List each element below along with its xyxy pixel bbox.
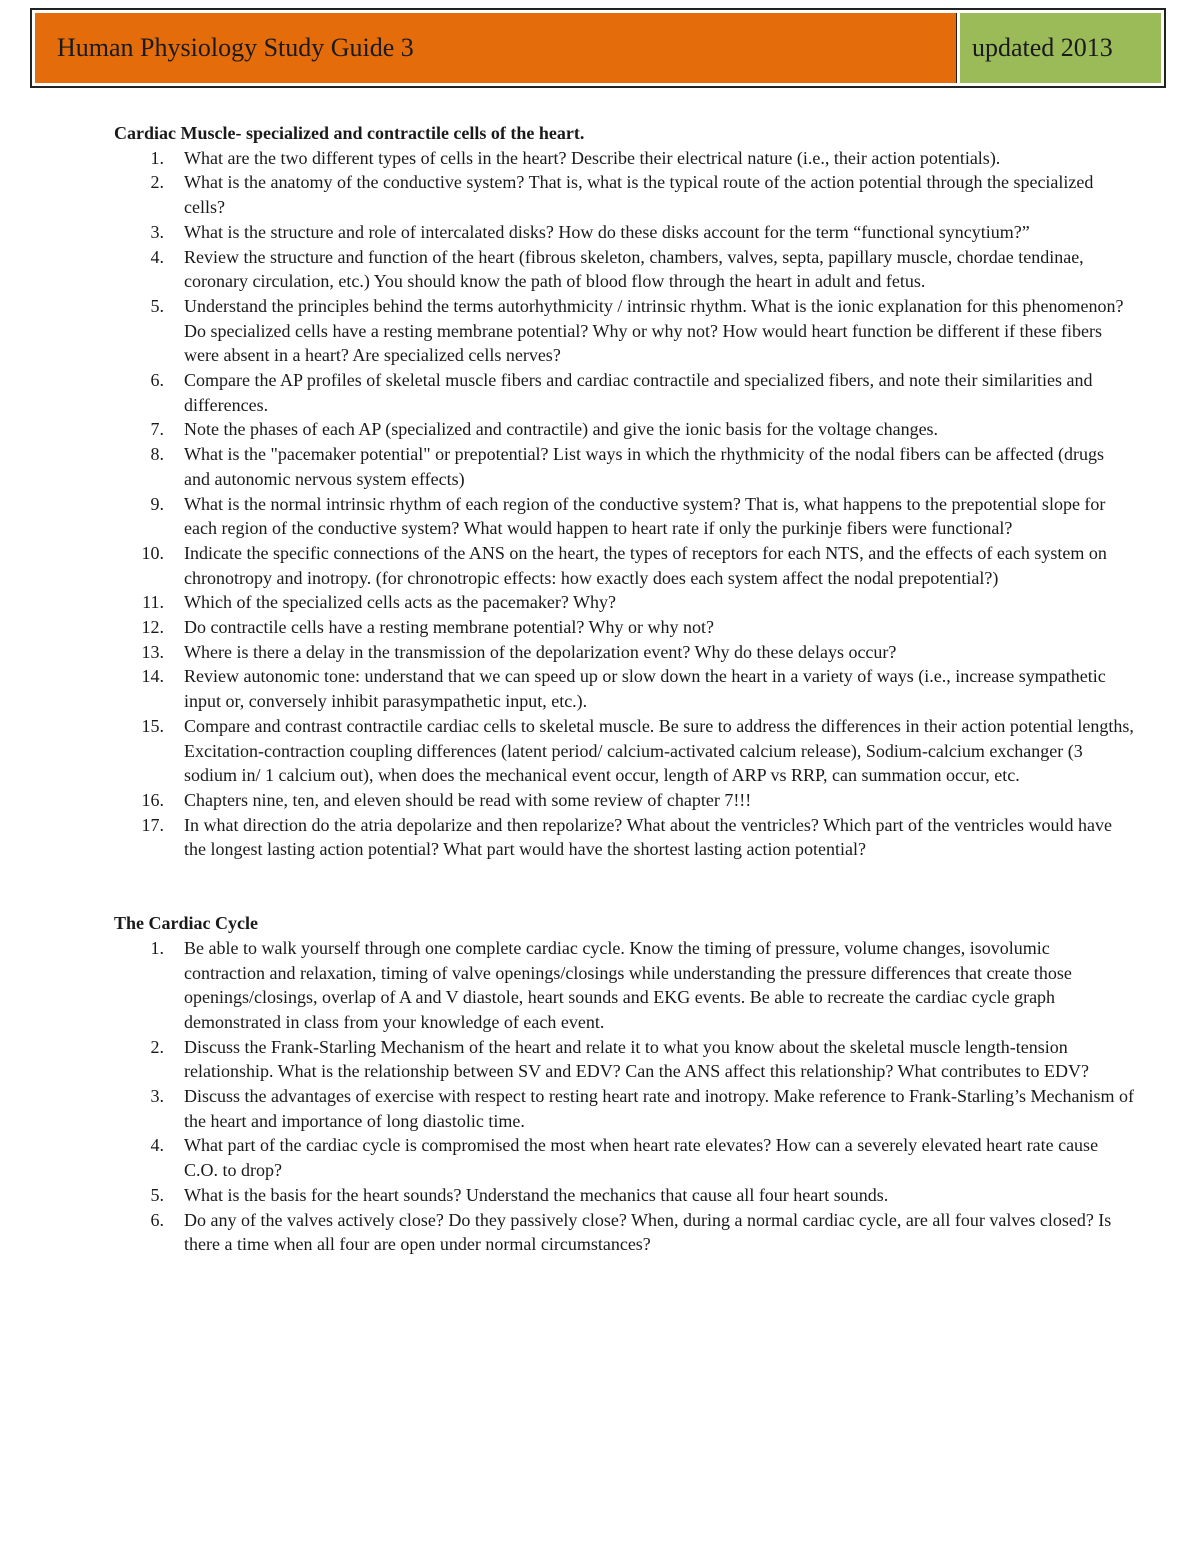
list-item-text: Understand the principles behind the terms autorhythmicity / intrinsic rhythm. What is the ionic explanation for this phenomenon? Do specialized cells have a resting membrane potential? Why or why not? How would heart function be different if these fibers were absent in a heart? Are specialized cells nerves?	[184, 295, 1124, 366]
section-cardiac-muscle	[114, 121, 1134, 862]
updated-label-text: updated 2013	[972, 33, 1113, 62]
section-spacer	[114, 862, 1134, 911]
list-item	[114, 788, 1134, 813]
list-item-text: Where is there a delay in the transmission of the depolarization event? Why do these delays occur?	[184, 641, 897, 662]
list-item-text: In what direction do the atria depolarize and then repolarize? What about the ventricles? Which part of the ventricles would have the longest lasting action potential? What part would have the shortest lasting action potential?	[184, 814, 1112, 860]
list-item-text: Compare the AP profiles of skeletal muscle fibers and cardiac contractile and specialized fibers, and note their similarities and differences.	[184, 370, 1093, 415]
list-item-text: Which of the specialized cells acts as the pacemaker? Why?	[184, 592, 616, 613]
list-item	[114, 368, 1134, 417]
list-item-text: What is the normal intrinsic rhythm of each region of the conductive system? That is, what happens to the prepotential slope for each region of the conductive system? What would happen to heart rate if only the purkinje fibers were functional?	[184, 493, 1106, 539]
list-item	[114, 1035, 1134, 1084]
list-item-text: What is the structure and role of intercalated disks? How do these disks account for the term “functional syncytium?”	[184, 221, 1030, 242]
list-item	[114, 640, 1134, 665]
list-item-number: 13.	[141, 641, 164, 662]
section-heading: The Cardiac Cycle	[114, 913, 258, 934]
list-item-number: 14.	[141, 666, 164, 687]
list-item-number: 1.	[150, 937, 164, 958]
list-item	[114, 664, 1134, 713]
list-item	[114, 442, 1134, 491]
list-item-number: 16.	[141, 789, 164, 810]
list-item	[114, 1183, 1134, 1208]
list-item-text: What is the basis for the heart sounds? Understand the mechanics that cause all four heart sounds.	[184, 1184, 889, 1205]
list-item	[114, 541, 1134, 590]
question-list	[114, 146, 1134, 862]
list-item-number: 7.	[150, 419, 164, 440]
list-item	[114, 1208, 1134, 1257]
list-item	[114, 294, 1134, 368]
list-item-number: 5.	[150, 1184, 164, 1205]
list-item-number: 6.	[150, 370, 164, 391]
list-item	[114, 220, 1134, 245]
list-item-number: 17.	[141, 814, 164, 835]
list-item-number: 11.	[142, 592, 164, 613]
updated-label	[960, 13, 1161, 83]
list-item-text: Compare and contrast contractile cardiac cells to skeletal muscle. Be sure to address the differences in their action potential lengths, Excitation-contraction coupling differences (latent period/ calcium-activated calcium release), Sodium-calcium exchanger (3 sodium in/ 1 calcium out), when does the mechanical event occur, length of ARP vs RRP, can summation occur, etc.	[184, 715, 1134, 786]
section-heading: Cardiac Muscle- specialized and contractile cells of the heart.	[114, 123, 585, 143]
list-item-number: 8.	[150, 444, 164, 465]
list-item	[114, 417, 1134, 442]
list-item-text: What part of the cardiac cycle is compromised the most when heart rate elevates? How can a severely elevated heart rate cause C.O. to drop?	[184, 1135, 1099, 1181]
list-item-text: Chapters nine, ten, and eleven should be read with some review of chapter 7!!!	[184, 789, 752, 810]
list-item-number: 15.	[141, 715, 164, 736]
list-item-text: Review the structure and function of the heart (fibrous skeleton, chambers, valves, septa, papillary muscle, chordae tendinae, coronary circulation, etc.) You should know the path of blood flow through the heart in adult and fetus.	[184, 246, 1084, 292]
document-title	[35, 13, 957, 83]
list-item	[114, 170, 1134, 219]
list-item	[114, 590, 1134, 615]
document-title-text: Human Physiology Study Guide 3	[57, 33, 414, 62]
list-item-number: 5.	[150, 295, 164, 316]
list-item-text: Indicate the specific connections of the ANS on the heart, the types of receptors for each NTS, and the effects of each system on chronotropy and inotropy. (for chronotropic effects: how exactly does each system affect the nodal prepotential?)	[184, 542, 1107, 588]
document-body	[114, 121, 1134, 1257]
list-item-text: Review autonomic tone: understand that we can speed up or slow down the heart in a variety of ways (i.e., increase sympathetic input or, conversely inhibit parasympathetic input, etc.).	[184, 666, 1106, 712]
list-item-text: Do any of the valves actively close? Do they passively close? When, during a normal cardiac cycle, are all four valves closed? Is there a time when all four are open under normal circumstances?	[184, 1209, 1112, 1255]
list-item	[114, 813, 1134, 862]
list-item-text: Discuss the advantages of exercise with respect to resting heart rate and inotropy. Make reference to Frank-Starling’s Mechanism of the heart and importance of long diastolic time.	[184, 1086, 1135, 1131]
list-item	[114, 936, 1134, 1035]
list-item	[114, 492, 1134, 541]
list-item-number: 6.	[150, 1209, 164, 1230]
list-item-number: 2.	[150, 172, 164, 193]
list-item	[114, 1084, 1134, 1133]
list-item	[114, 714, 1134, 788]
list-item-text: Do contractile cells have a resting membrane potential? Why or why not?	[184, 617, 714, 638]
list-item-text: Note the phases of each AP (specialized and contractile) and give the ionic basis for the voltage changes.	[184, 419, 939, 440]
list-item-number: 2.	[150, 1036, 164, 1057]
list-item-text: Be able to walk yourself through one complete cardiac cycle. Know the timing of pressure, volume changes, isovolumic contraction and relaxation, timing of valve openings/closings while understanding the pressure differences that create those openings/closings, overlap of A and V diastole, heart sounds and EKG events. Be able to recreate the cardiac cycle graph demonstrated in class from your knowledge of each event.	[184, 937, 1072, 1032]
list-item-text: What is the anatomy of the conductive system? That is, what is the typical route of the action potential through the specialized cells?	[184, 172, 1094, 218]
list-item-number: 12.	[141, 617, 164, 638]
list-item-text: What are the two different types of cells in the heart? Describe their electrical nature (i.e., their action potentials).	[184, 147, 1001, 168]
list-item-number: 1.	[150, 147, 164, 168]
list-item-text: Discuss the Frank-Starling Mechanism of the heart and relate it to what you know about the skeletal muscle length-tension relationship. What is the relationship between SV and EDV? Can the ANS affect this relationship? What contributes to EDV?	[184, 1036, 1089, 1082]
list-item	[114, 1133, 1134, 1182]
list-item	[114, 146, 1134, 171]
list-item-number: 4.	[150, 1135, 164, 1156]
list-item-number: 10.	[141, 542, 164, 563]
list-item-number: 9.	[150, 493, 164, 514]
list-item-number: 3.	[150, 1086, 164, 1107]
list-item	[114, 245, 1134, 294]
question-list	[114, 936, 1134, 1257]
section-cardiac-cycle	[114, 911, 1134, 1257]
list-item-number: 3.	[150, 221, 164, 242]
list-item-text: What is the "pacemaker potential" or prepotential? List ways in which the rhythmicity of the nodal fibers can be affected (drugs and autonomic nervous system effects)	[184, 444, 1105, 489]
header-box	[30, 8, 1166, 88]
list-item-number: 4.	[150, 246, 164, 267]
list-item	[114, 615, 1134, 640]
